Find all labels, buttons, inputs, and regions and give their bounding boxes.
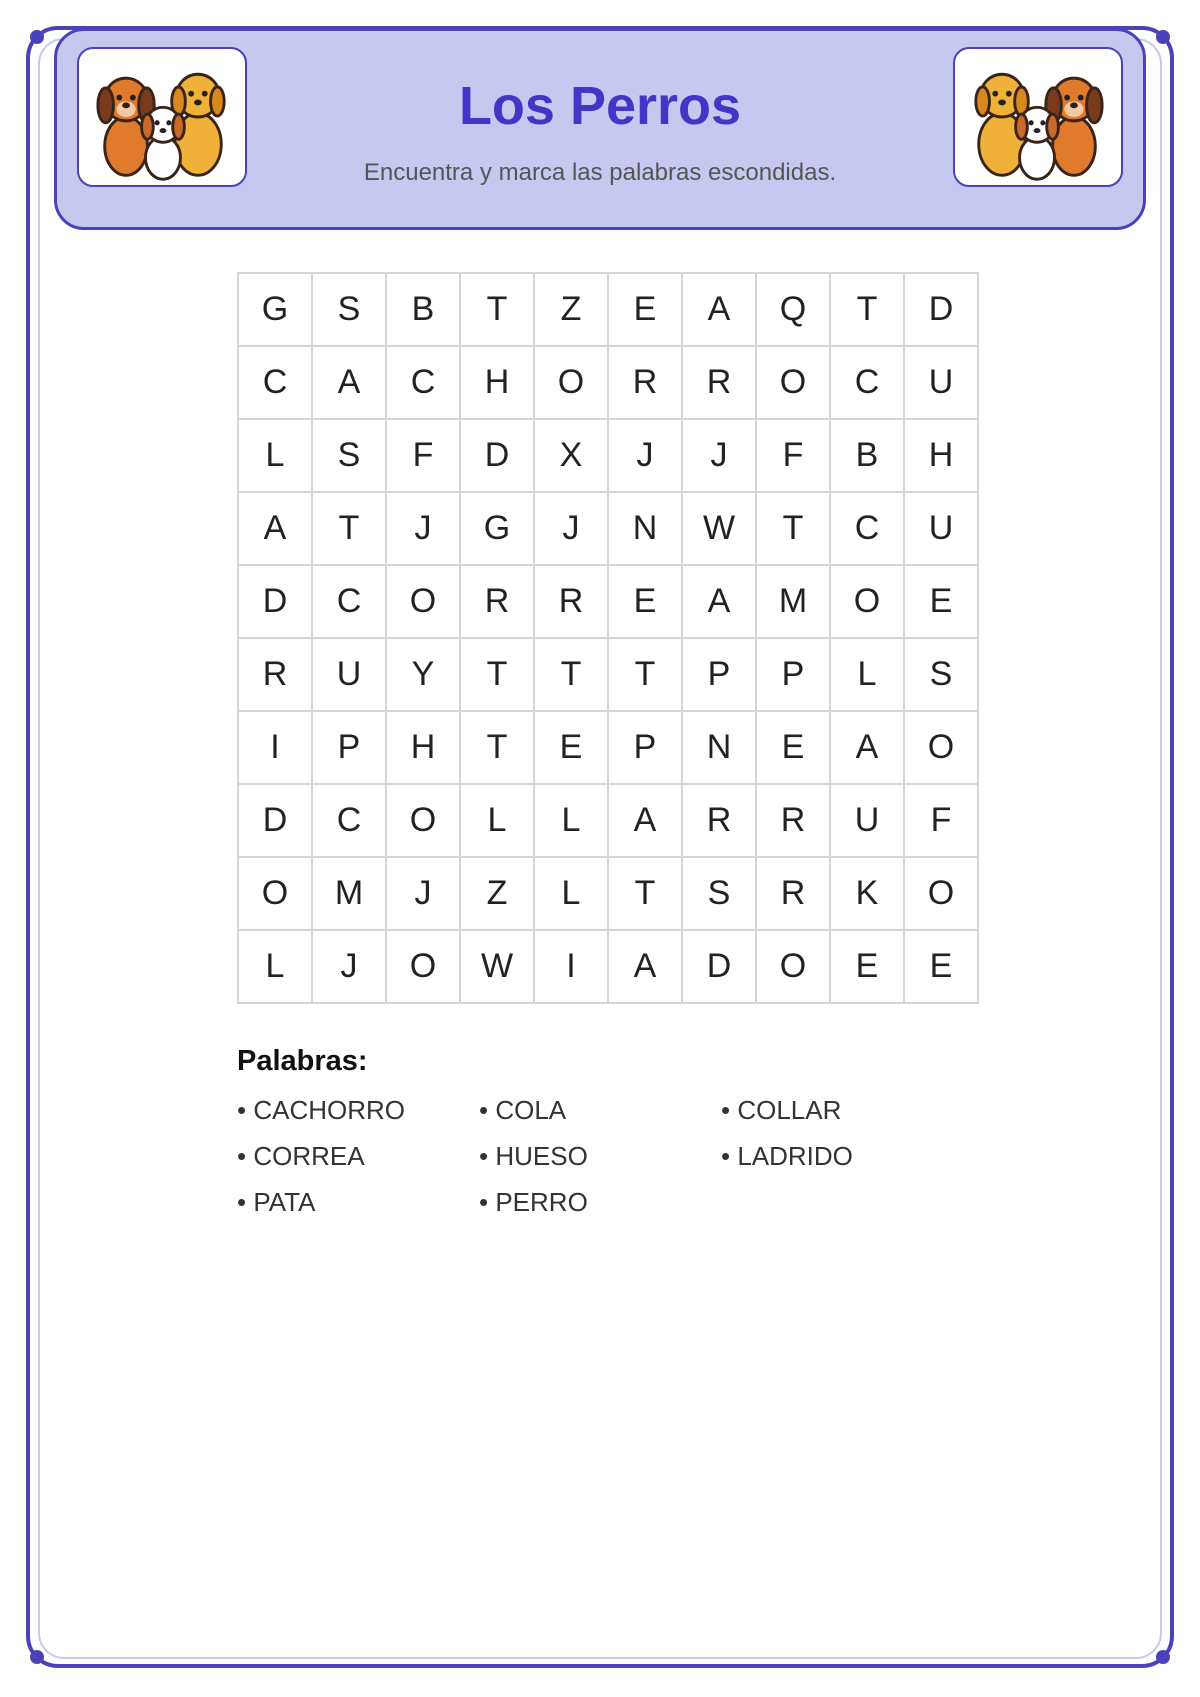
word-list-title: Palabras: bbox=[237, 1045, 368, 1077]
grid-letter-cell[interactable]: U bbox=[312, 638, 386, 711]
grid-letter-cell[interactable]: A bbox=[238, 492, 312, 565]
grid-letter-cell[interactable]: D bbox=[460, 419, 534, 492]
word-list-item: • PATA bbox=[237, 1188, 479, 1216]
corner-dot bbox=[1156, 30, 1170, 44]
grid-letter-cell[interactable]: R bbox=[756, 784, 830, 857]
grid-row bbox=[238, 784, 978, 857]
grid-letter-cell[interactable]: E bbox=[830, 930, 904, 1003]
grid-letter-cell[interactable]: Q bbox=[756, 273, 830, 346]
grid-letter-cell[interactable]: F bbox=[904, 784, 978, 857]
grid-letter-cell[interactable]: K bbox=[830, 857, 904, 930]
grid-letter-cell[interactable]: E bbox=[534, 711, 608, 784]
grid-letter-cell[interactable]: J bbox=[608, 419, 682, 492]
grid-letter-cell[interactable]: Z bbox=[534, 273, 608, 346]
grid-letter-cell[interactable]: G bbox=[238, 273, 312, 346]
word-list-item: • CORREA bbox=[237, 1142, 479, 1170]
grid-letter-cell[interactable]: J bbox=[386, 492, 460, 565]
grid-letter-cell[interactable]: H bbox=[460, 346, 534, 419]
grid-row bbox=[238, 930, 978, 1003]
grid-letter-cell[interactable]: T bbox=[608, 638, 682, 711]
grid-letter-cell[interactable]: P bbox=[756, 638, 830, 711]
header-banner bbox=[54, 28, 1146, 230]
grid-letter-cell[interactable]: E bbox=[756, 711, 830, 784]
grid-letter-cell[interactable]: M bbox=[756, 565, 830, 638]
word-list-item: • COLLAR bbox=[721, 1096, 963, 1124]
grid-letter-cell[interactable]: E bbox=[608, 273, 682, 346]
grid-letter-cell[interactable]: A bbox=[682, 565, 756, 638]
grid-letter-cell[interactable]: Z bbox=[460, 857, 534, 930]
grid-letter-cell[interactable]: P bbox=[312, 711, 386, 784]
grid-letter-cell[interactable]: R bbox=[534, 565, 608, 638]
grid-letter-cell[interactable]: D bbox=[682, 930, 756, 1003]
grid-letter-cell[interactable]: R bbox=[756, 857, 830, 930]
grid-letter-cell[interactable]: T bbox=[460, 638, 534, 711]
grid-letter-cell[interactable]: G bbox=[460, 492, 534, 565]
grid-letter-cell[interactable]: D bbox=[238, 784, 312, 857]
dogs-illustration-right bbox=[953, 47, 1123, 187]
grid-letter-cell[interactable]: T bbox=[830, 273, 904, 346]
grid-letter-cell[interactable]: A bbox=[608, 930, 682, 1003]
grid-letter-cell[interactable]: R bbox=[238, 638, 312, 711]
grid-row bbox=[238, 711, 978, 784]
grid-letter-cell[interactable]: E bbox=[904, 565, 978, 638]
grid-letter-cell[interactable]: I bbox=[238, 711, 312, 784]
grid-letter-cell[interactable]: P bbox=[682, 638, 756, 711]
grid-letter-cell[interactable]: P bbox=[608, 711, 682, 784]
word-list-item: • LADRIDO bbox=[721, 1142, 963, 1170]
grid-letter-cell[interactable]: L bbox=[830, 638, 904, 711]
grid-letter-cell[interactable]: A bbox=[608, 784, 682, 857]
grid-row bbox=[238, 346, 978, 419]
grid-letter-cell[interactable]: D bbox=[904, 273, 978, 346]
grid-letter-cell[interactable]: C bbox=[312, 565, 386, 638]
grid-letter-cell[interactable]: O bbox=[756, 930, 830, 1003]
grid-letter-cell[interactable]: H bbox=[904, 419, 978, 492]
grid-row bbox=[238, 638, 978, 711]
grid-letter-cell[interactable]: A bbox=[830, 711, 904, 784]
grid-letter-cell[interactable]: C bbox=[238, 346, 312, 419]
grid-letter-cell[interactable]: O bbox=[238, 857, 312, 930]
grid-row bbox=[238, 273, 978, 346]
grid-letter-cell[interactable]: S bbox=[904, 638, 978, 711]
grid-letter-cell[interactable]: B bbox=[830, 419, 904, 492]
grid-letter-cell[interactable]: M bbox=[312, 857, 386, 930]
grid-letter-cell[interactable]: E bbox=[904, 930, 978, 1003]
grid-letter-cell[interactable]: U bbox=[904, 492, 978, 565]
grid-letter-cell[interactable]: N bbox=[682, 711, 756, 784]
grid-letter-cell[interactable]: T bbox=[534, 638, 608, 711]
corner-dot bbox=[30, 30, 44, 44]
grid-letter-cell[interactable]: O bbox=[904, 857, 978, 930]
page-title: Los Perros bbox=[458, 76, 742, 136]
word-list bbox=[237, 1096, 967, 1216]
grid-letter-cell[interactable]: C bbox=[312, 784, 386, 857]
grid-letter-cell[interactable]: C bbox=[386, 346, 460, 419]
grid-letter-cell[interactable]: L bbox=[238, 930, 312, 1003]
word-list-item: • HUESO bbox=[479, 1142, 721, 1170]
grid-letter-cell[interactable]: S bbox=[312, 419, 386, 492]
word-search-grid bbox=[237, 272, 979, 1004]
grid-letter-cell[interactable]: O bbox=[534, 346, 608, 419]
grid-letter-cell[interactable]: J bbox=[386, 857, 460, 930]
grid-letter-cell[interactable]: C bbox=[830, 346, 904, 419]
grid-letter-cell[interactable]: C bbox=[830, 492, 904, 565]
corner-dot bbox=[30, 1650, 44, 1664]
grid-letter-cell[interactable]: D bbox=[238, 565, 312, 638]
word-list-item: • COLA bbox=[479, 1096, 721, 1124]
grid-letter-cell[interactable]: H bbox=[386, 711, 460, 784]
grid-row bbox=[238, 492, 978, 565]
grid-letter-cell[interactable]: A bbox=[312, 346, 386, 419]
grid-letter-cell[interactable]: T bbox=[460, 273, 534, 346]
grid-letter-cell[interactable]: F bbox=[386, 419, 460, 492]
grid-letter-cell[interactable]: O bbox=[904, 711, 978, 784]
grid-letter-cell[interactable]: O bbox=[386, 930, 460, 1003]
grid-letter-cell[interactable]: L bbox=[238, 419, 312, 492]
grid-letter-cell[interactable]: T bbox=[608, 857, 682, 930]
grid-letter-cell[interactable]: W bbox=[460, 930, 534, 1003]
grid-letter-cell[interactable]: X bbox=[534, 419, 608, 492]
grid-letter-cell[interactable]: W bbox=[682, 492, 756, 565]
grid-letter-cell[interactable]: J bbox=[312, 930, 386, 1003]
grid-letter-cell[interactable]: A bbox=[682, 273, 756, 346]
grid-letter-cell[interactable]: S bbox=[312, 273, 386, 346]
grid-letter-cell[interactable]: E bbox=[608, 565, 682, 638]
grid-letter-cell[interactable]: O bbox=[756, 346, 830, 419]
grid-letter-cell[interactable]: R bbox=[608, 346, 682, 419]
grid-letter-cell[interactable]: T bbox=[460, 711, 534, 784]
grid-letter-cell[interactable]: O bbox=[386, 784, 460, 857]
word-list-item: • PERRO bbox=[479, 1188, 721, 1216]
grid-letter-cell[interactable]: L bbox=[534, 857, 608, 930]
grid-letter-cell[interactable]: L bbox=[460, 784, 534, 857]
grid-letter-cell[interactable]: O bbox=[830, 565, 904, 638]
grid-letter-cell[interactable]: I bbox=[534, 930, 608, 1003]
grid-row bbox=[238, 565, 978, 638]
grid-letter-cell[interactable]: R bbox=[682, 346, 756, 419]
grid-letter-cell[interactable]: R bbox=[682, 784, 756, 857]
grid-letter-cell[interactable]: J bbox=[534, 492, 608, 565]
grid-row bbox=[238, 419, 978, 492]
corner-dot bbox=[1156, 1650, 1170, 1664]
grid-letter-cell[interactable]: U bbox=[830, 784, 904, 857]
grid-letter-cell[interactable]: T bbox=[756, 492, 830, 565]
grid-letter-cell[interactable]: Y bbox=[386, 638, 460, 711]
page-subtitle: Encuentra y marca las palabras escondidas. bbox=[363, 159, 837, 186]
grid-letter-cell[interactable]: B bbox=[386, 273, 460, 346]
grid-row bbox=[238, 857, 978, 930]
grid-letter-cell[interactable]: R bbox=[460, 565, 534, 638]
grid-letter-cell[interactable]: S bbox=[682, 857, 756, 930]
grid-letter-cell[interactable]: T bbox=[312, 492, 386, 565]
grid-letter-cell[interactable]: N bbox=[608, 492, 682, 565]
grid-letter-cell[interactable]: L bbox=[534, 784, 608, 857]
word-list-item: • CACHORRO bbox=[237, 1096, 479, 1124]
grid-letter-cell[interactable]: F bbox=[756, 419, 830, 492]
grid-letter-cell[interactable]: J bbox=[682, 419, 756, 492]
dogs-icon bbox=[955, 49, 1121, 185]
grid-letter-cell[interactable]: U bbox=[904, 346, 978, 419]
grid-letter-cell[interactable]: O bbox=[386, 565, 460, 638]
